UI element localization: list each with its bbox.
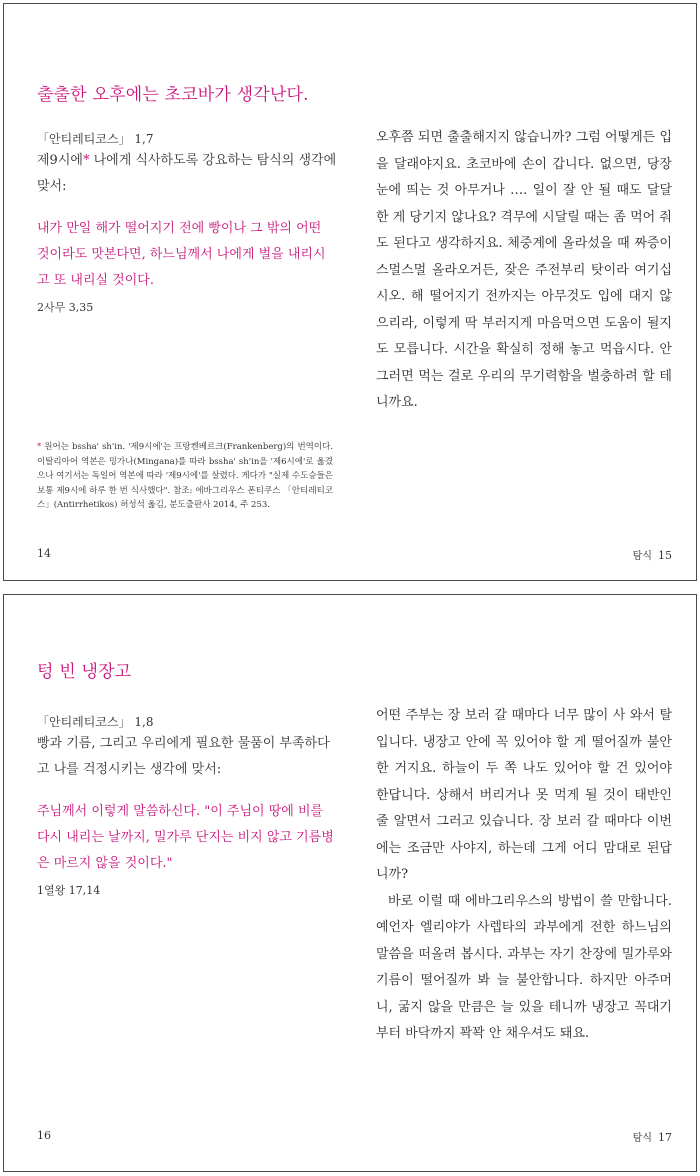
running-head: 탐식 bbox=[632, 551, 652, 562]
page-number-left: 14 bbox=[37, 547, 51, 560]
body-paragraph: 오후쯤 되면 출출해지지 않습니까? 그럼 어떻게든 입을 달래야지요. 초코바에 손이 갑니다. 없으면, 당장 눈에 띄는 것 아무거나 …. 일이 잘 안 될 때도 달달한 게 당기지 않나요? 격무에 시달릴 때는 좀 먹어 줘도 된다고 생각하지요. 체중계에 올라섰을 때 짜증이 스멀스멀 올라오거든, 잦은 주전부리 탓이라 여기십시오. 해 떨어지기 전까지는 아무것도 입에 대지 않으리라, 이렇게 딱 부러지게 마음먹으면 도움이 될지도 모릅니다. 시간을 확실히 정해 놓고 먹읍시다. 안 그러면 먹는 걸로 우리의 무기력함을 벌충하려 할 테니까요. bbox=[376, 130, 672, 410]
right-column bbox=[376, 703, 672, 1048]
body-paragraph: 바로 이럴 때 에바그리우스의 방법이 쓸 만합니다. 예언자 엘리야가 사렙타의 과부에게 전한 하느님의 말씀을 떠올려 봅시다. 과부는 자기 찬장에 밀가루와 기름이 떨어질까 봐 늘 불안합니다. 하지만 아주머니, 굶지 않을 만큼은 늘 있을 테니까 냉장고 꼭대기부터 바닥까지 꽉꽉 안 채우셔도 돼요. bbox=[376, 893, 672, 1041]
scripture-reference: 1열왕 17,14 bbox=[37, 884, 101, 897]
scripture-quote: 내가 만일 해가 떨어지기 전에 빵이나 그 밖의 어떤 것이라도 맛본다면, 하느님께서 나에게 벌을 내리시고 또 내리실 것이다. bbox=[37, 221, 326, 288]
footnote-text: 원어는 bssha' sh'in. '제9시에'는 프랑켄베르크(Frankenberg)의 번역이다. 이탈리아어 역본은 밍가나(Mingana)를 따라 bssha' sh'in을 '제6시에'로 옮겼으나 여기서는 독일어 역본에 따라 '제9시에'를 살렸다. 게다가 "실제 수도승들은 보통 제9시에 하루 한 번 식사했다". 참조: 에바그리우스 폰티쿠스 「안티레티코스」(Antirrhetikos) 허성석 옮김, 분도출판사 2014, 주 253. bbox=[37, 442, 333, 510]
section-heading bbox=[37, 148, 337, 200]
left-column bbox=[37, 130, 337, 318]
page-footer-right bbox=[633, 547, 672, 562]
page-footer-right bbox=[633, 1129, 672, 1144]
book-spread-16-17 bbox=[3, 594, 697, 1172]
scripture-quote: 주님께서 이렇게 말씀하신다. "이 주님이 땅에 비를 다시 내리는 날까지, 밀가루 단지는 비지 않고 기름병은 마르지 않을 것이다." bbox=[37, 804, 334, 871]
footnote-mark: * bbox=[37, 442, 42, 452]
section-heading: 빵과 기름, 그리고 우리에게 필요한 물품이 부족하다고 나를 걱정시키는 생각에 맞서: bbox=[37, 736, 330, 777]
footnote-marker: * bbox=[82, 153, 90, 168]
page-number-right: 15 bbox=[658, 549, 672, 562]
right-column bbox=[376, 125, 672, 417]
running-head: 탐식 bbox=[632, 1133, 652, 1144]
page-number-right: 17 bbox=[658, 1131, 672, 1144]
source-citation: 「안티레티코스」 1,8 bbox=[37, 715, 154, 729]
book-spread-14-15 bbox=[3, 3, 697, 581]
chapter-title: 출출한 오후에는 초코바가 생각난다. bbox=[37, 85, 309, 105]
heading-text-after: 나에게 식사하도록 강요하는 탐식의 생각에 맞서: bbox=[37, 153, 337, 194]
source-citation: 「안티레티코스」 1,7 bbox=[37, 132, 154, 146]
scripture-reference: 2사무 3,35 bbox=[37, 301, 94, 314]
footnote bbox=[37, 440, 333, 513]
body-paragraph: 어떤 주부는 장 보러 갈 때마다 너무 많이 사 와서 탈입니다. 냉장고 안에 꼭 있어야 할 게 떨어질까 불안한 거지요. 하늘이 두 쪽 나도 있어야 할 건 있어야 한답니다. 상해서 버리거나 못 먹게 될 것이 태반인 줄 알면서 그러고 있습니다. 장 보러 갈 때마다 이번에는 조금만 사야지, 하는데 그게 어디 맘대로 된답니까? bbox=[376, 708, 672, 882]
heading-text-before: 제9시에 bbox=[37, 153, 83, 168]
page-number-left: 16 bbox=[37, 1129, 51, 1142]
chapter-title: 텅 빈 냉장고 bbox=[37, 662, 132, 682]
left-column bbox=[37, 713, 337, 901]
